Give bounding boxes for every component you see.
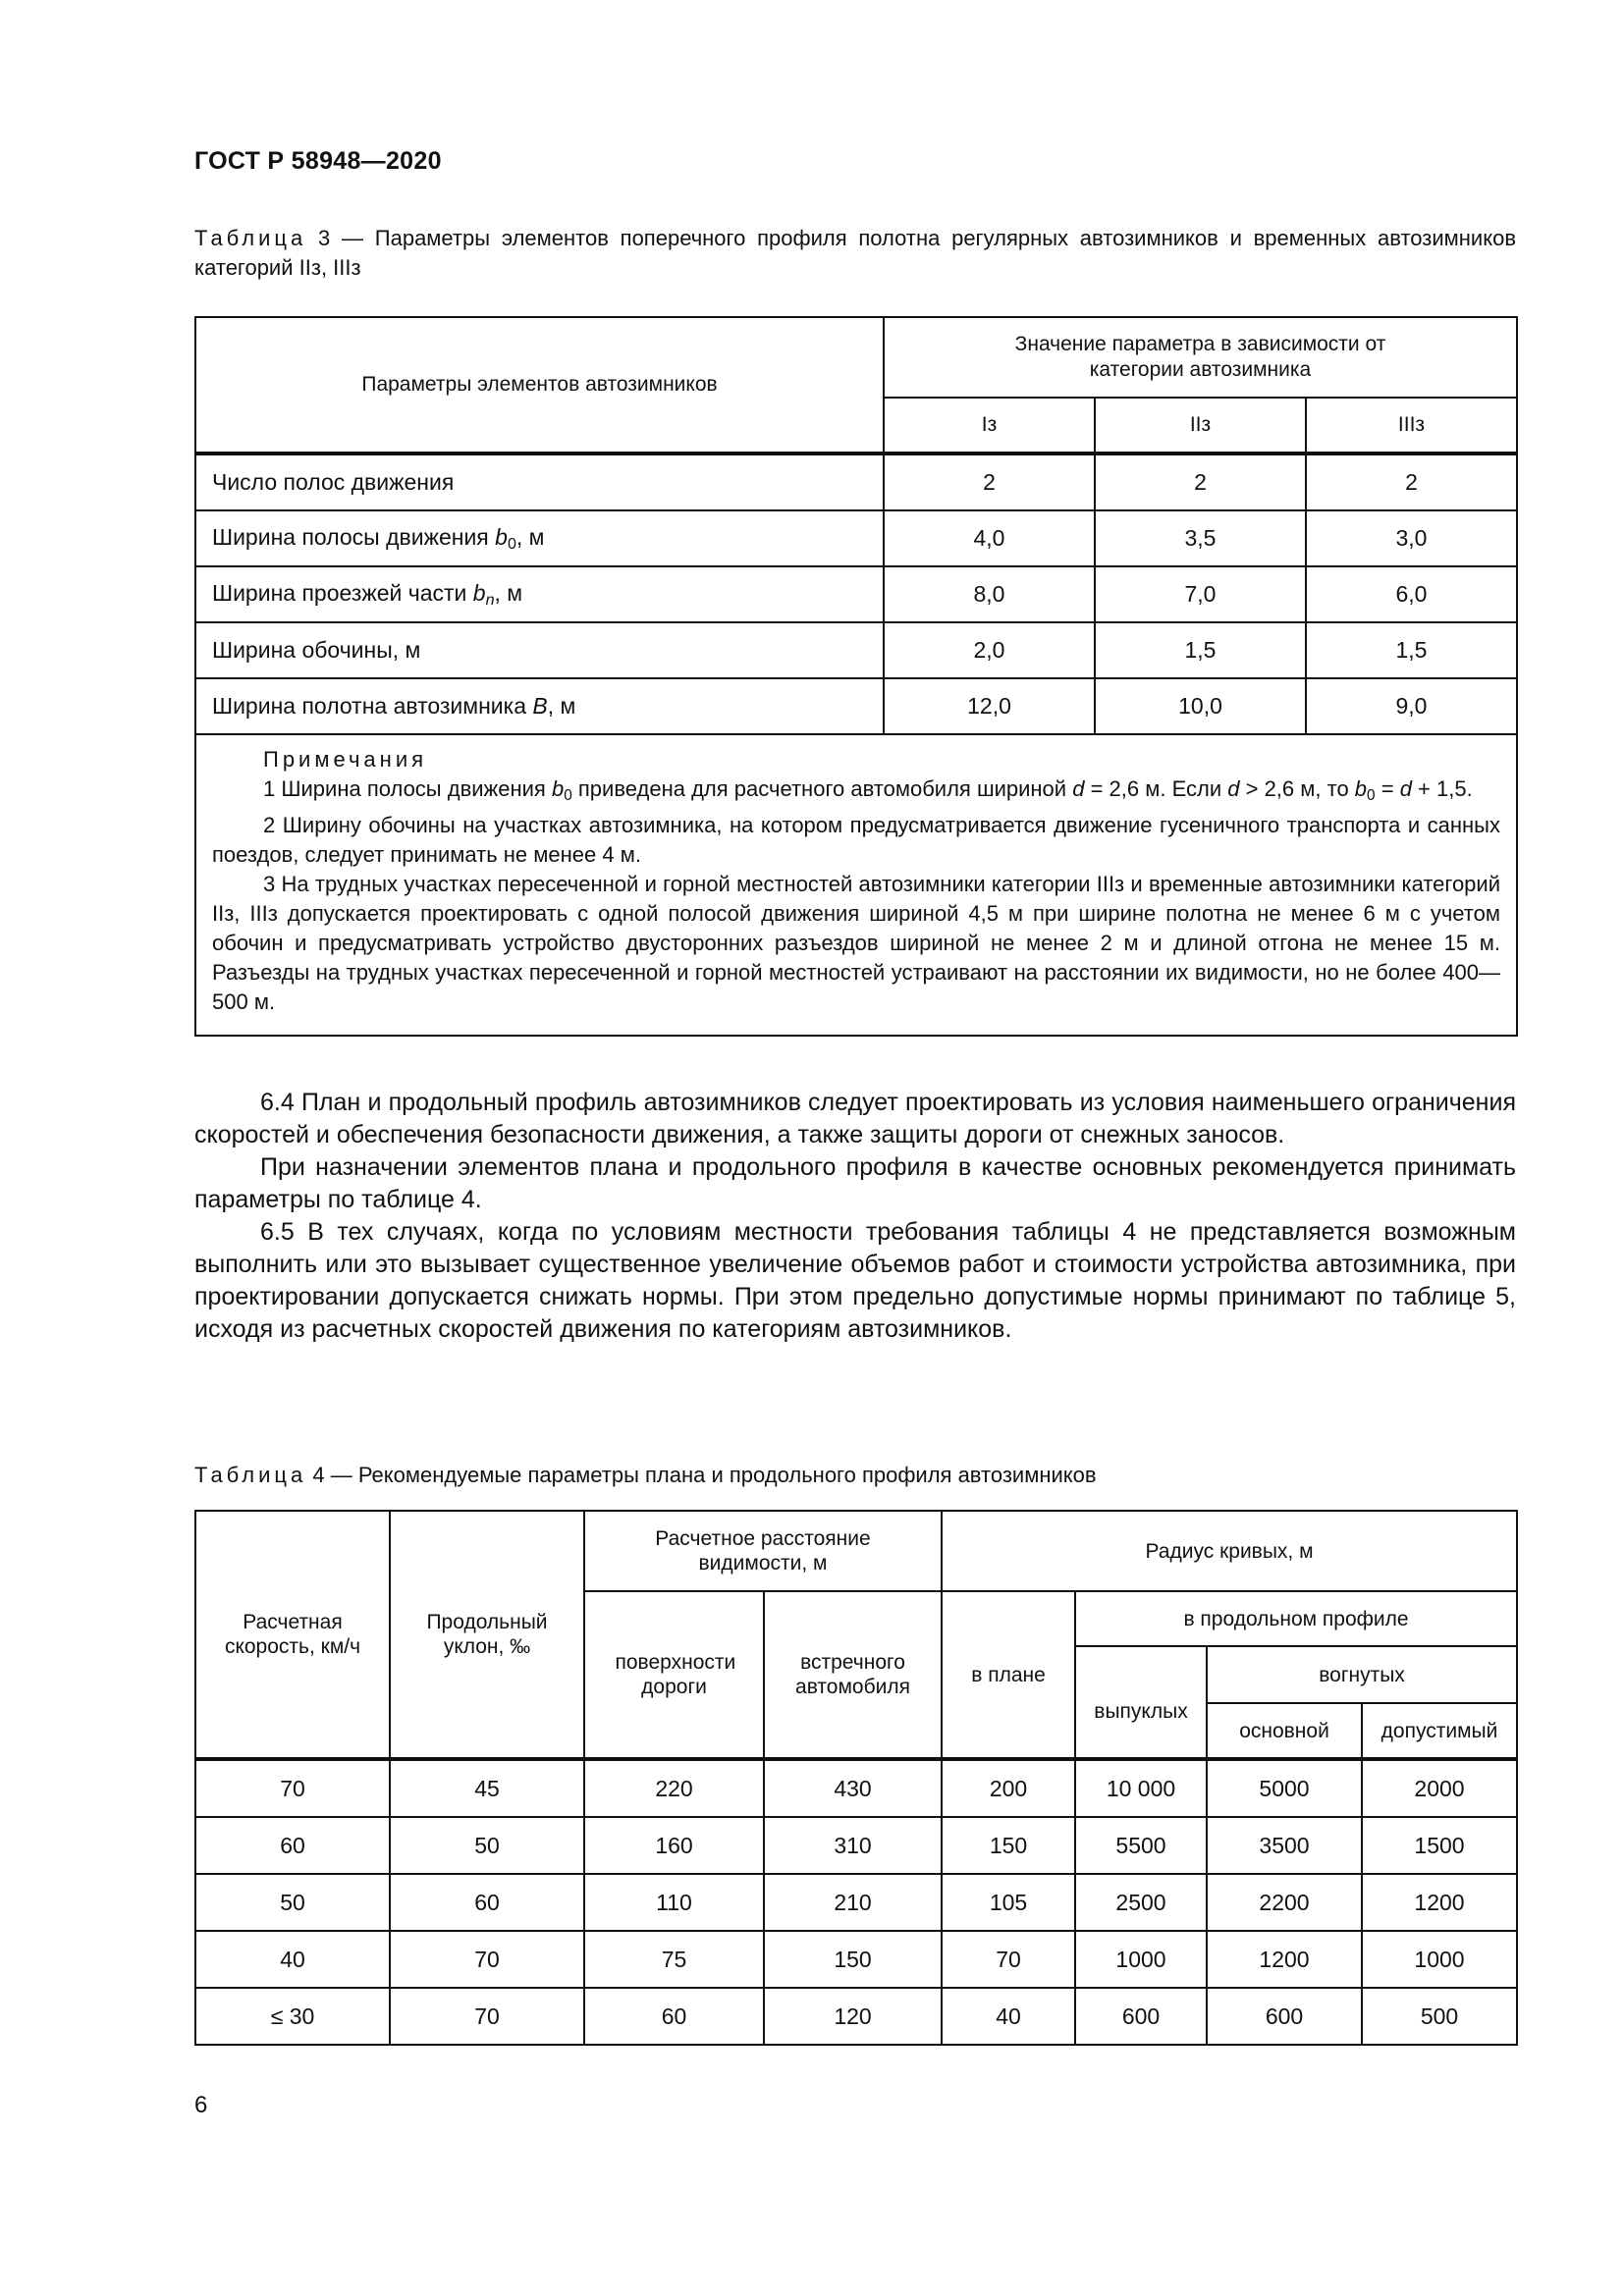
table3-cell: 12,0 xyxy=(884,678,1095,734)
body-text xyxy=(194,1087,1516,1346)
table4-cell: 2000 xyxy=(1362,1759,1517,1817)
param-name-text: Ширина полотна автозимника xyxy=(212,693,533,719)
table4-header-convex: выпуклых xyxy=(1075,1646,1207,1759)
paragraph-6-4: 6.4 План и продольный профиль автозимников следует проектировать из условия наименьшего ограничения скоростей и обеспечения безопасности движения, а также защиты дороги от снежных заносов. xyxy=(194,1089,1516,1148)
table4-cell: 150 xyxy=(942,1817,1075,1874)
table-row xyxy=(195,1874,1517,1931)
table4-cell: 50 xyxy=(390,1817,584,1874)
table3-category-header: IIз xyxy=(1095,398,1306,454)
table4-cell: 2500 xyxy=(1075,1874,1207,1931)
table3-cell: 9,0 xyxy=(1306,678,1517,734)
note-text: = 2,6 м. Если xyxy=(1084,776,1228,801)
table4-header-longitudinal: в продольном профиле xyxy=(1075,1591,1517,1646)
note-variable: b xyxy=(1354,776,1368,801)
table4 xyxy=(194,1510,1518,2046)
table3-cell: 10,0 xyxy=(1095,678,1306,734)
table4-cell: 1000 xyxy=(1075,1931,1207,1988)
table4-cell: 75 xyxy=(584,1931,764,1988)
table3-param-name: Ширина обочины, м xyxy=(195,622,884,678)
note-1 xyxy=(212,774,1500,811)
param-name-text: Ширина полосы движения xyxy=(212,523,496,550)
note-variable: d xyxy=(1072,776,1085,801)
param-unit: , м xyxy=(547,693,576,719)
table4-cell: 3500 xyxy=(1207,1817,1362,1874)
paragraph-6-5: 6.5 В тех случаях, когда по условиям местности требования таблицы 4 не представляется возможным выполнить или это вызывает существенное увеличение объемов работ и стоимости устройства автозимника, при проектировании допускается снижать нормы. При этом предельно допустимые нормы принимают по таблице 5, исходя из расчетных скоростей движения по категориям автозимников. xyxy=(194,1218,1516,1343)
note-3: 3 На трудных участках пересеченной и горной местностей автозимники категории IIIз и временные автозимники категорий IIз, IIIз допускается проектировать с одной полосой движения шириной 4,5 м при ширине полотна не менее 6 м с учетом обочин и предусматривать устройство двусторонних разъездов шириной не менее 2 м и длиной отгона не менее 15 м. Разъезды на трудных участках пересеченной и горной местностей устраивают на расстоянии их видимости, но не более 400—500 м. xyxy=(212,872,1500,1014)
table4-cell: 60 xyxy=(390,1874,584,1931)
table4-cell: 200 xyxy=(942,1759,1075,1817)
header-text: Продольный уклон, ‰ xyxy=(426,1611,548,1658)
table3-value-header xyxy=(884,317,1517,398)
table4-cell: 5000 xyxy=(1207,1759,1362,1817)
table-row xyxy=(195,622,1517,678)
table4-cell: 70 xyxy=(390,1988,584,2045)
note-text: 1 Ширина полосы движения xyxy=(263,776,552,801)
param-variable: b xyxy=(495,523,508,550)
note-subscript: 0 xyxy=(1367,787,1376,804)
table3-cell: 2 xyxy=(1095,454,1306,510)
note-text: + 1,5. xyxy=(1411,776,1473,801)
table4-cell: 1200 xyxy=(1362,1874,1517,1931)
table4-cell: 600 xyxy=(1075,1988,1207,2045)
table3-category-header: IIIз xyxy=(1306,398,1517,454)
header-text: Расчетная скорость, км/ч xyxy=(224,1611,361,1658)
table3-category-header: Iз xyxy=(884,398,1095,454)
table4-cell: 45 xyxy=(390,1759,584,1817)
table4-cell: 220 xyxy=(584,1759,764,1817)
table4-cell: 110 xyxy=(584,1874,764,1931)
header-text: встречного автомобиля xyxy=(795,1651,910,1698)
table-row xyxy=(195,510,1517,566)
table-row xyxy=(195,454,1517,510)
table4-cell: 430 xyxy=(764,1759,942,1817)
table3-cell: 1,5 xyxy=(1306,622,1517,678)
table4-cell: 1500 xyxy=(1362,1817,1517,1874)
table4-cell: 60 xyxy=(195,1817,390,1874)
table3-param-name xyxy=(195,566,884,622)
note-text: приведена для расчетного автомобиля шириной xyxy=(571,776,1073,801)
table3-cell: 3,0 xyxy=(1306,510,1517,566)
table4-cell: 70 xyxy=(942,1931,1075,1988)
table4-cell: 1200 xyxy=(1207,1931,1362,1988)
table3-cell: 4,0 xyxy=(884,510,1095,566)
table3-param-header: Параметры элементов автозимников xyxy=(195,317,884,454)
table4-cell: 600 xyxy=(1207,1988,1362,2045)
header-text: поверхности дороги xyxy=(615,1651,736,1698)
table4-cell: 160 xyxy=(584,1817,764,1874)
table3-cell: 2 xyxy=(1306,454,1517,510)
table4-cell: 310 xyxy=(764,1817,942,1874)
note-text: > 2,6 м, то xyxy=(1239,776,1355,801)
table4-cell: 10 000 xyxy=(1075,1759,1207,1817)
param-variable: b xyxy=(472,579,486,606)
note-2: 2 Ширину обочины на участках автозимника, на котором предусматривается движение гусеничного транспорта и санных поездов, следует принимать не менее 4 м. xyxy=(212,813,1500,867)
table4-cell: 40 xyxy=(195,1931,390,1988)
table4-header-concave: вогнутых xyxy=(1207,1646,1517,1703)
table3-cell: 7,0 xyxy=(1095,566,1306,622)
notes-title: Примечания xyxy=(263,747,428,772)
table3-caption xyxy=(194,224,1516,283)
table3-cell: 2 xyxy=(884,454,1095,510)
param-subscript: n xyxy=(485,590,495,609)
table4-cell: 500 xyxy=(1362,1988,1517,2045)
note-variable: d xyxy=(1399,776,1412,801)
param-unit: , м xyxy=(494,579,523,606)
table4-cell: 70 xyxy=(390,1931,584,1988)
paragraph: При назначении элементов плана и продольного профиля в качестве основных рекомендуется принимать параметры по таблице 4. xyxy=(194,1153,1516,1213)
table4-header-radius: Радиус кривых, м xyxy=(942,1511,1517,1591)
table3-cell: 2,0 xyxy=(884,622,1095,678)
table3-param-name: Число полос движения xyxy=(195,454,884,510)
table4-cell: 120 xyxy=(764,1988,942,2045)
table-row xyxy=(195,1988,1517,2045)
table4-cell: 105 xyxy=(942,1874,1075,1931)
table-row xyxy=(195,566,1517,622)
table-row xyxy=(195,678,1517,734)
table4-header-permissible: допустимый xyxy=(1362,1703,1517,1759)
table4-header-speed xyxy=(195,1511,390,1759)
table3-param-name xyxy=(195,678,884,734)
note-subscript: 0 xyxy=(564,787,572,804)
table3-cell: 8,0 xyxy=(884,566,1095,622)
table4-cell: ≤ 30 xyxy=(195,1988,390,2045)
param-unit: , м xyxy=(515,523,545,550)
table4-cell: 5500 xyxy=(1075,1817,1207,1874)
table3-cell: 1,5 xyxy=(1095,622,1306,678)
note-variable: b xyxy=(551,776,565,801)
table3-notes xyxy=(195,734,1517,1036)
table3-caption-label: Таблица xyxy=(194,226,307,250)
document-header: ГОСТ Р 58948—2020 xyxy=(194,147,442,175)
table4-header-oncoming xyxy=(764,1591,942,1759)
table4-cell: 60 xyxy=(584,1988,764,2045)
table3-cell: 3,5 xyxy=(1095,510,1306,566)
table4-cell: 50 xyxy=(195,1874,390,1931)
table4-header-visibility xyxy=(584,1511,942,1591)
table3 xyxy=(194,316,1518,1037)
table4-header-slope xyxy=(390,1511,584,1759)
table4-caption xyxy=(194,1461,1516,1490)
table3-param-name xyxy=(195,510,884,566)
note-variable: d xyxy=(1227,776,1240,801)
table4-caption-label: Таблица xyxy=(194,1463,307,1487)
table-row xyxy=(195,1759,1517,1817)
table4-cell: 2200 xyxy=(1207,1874,1362,1931)
table3-value-header-text: Значение параметра в зависимости от категории автозимника xyxy=(1014,333,1386,381)
table4-cell: 210 xyxy=(764,1874,942,1931)
table3-cell: 6,0 xyxy=(1306,566,1517,622)
table4-header-main: основной xyxy=(1207,1703,1362,1759)
header-text: Расчетное расстояние видимости, м xyxy=(655,1527,871,1575)
table3-notes-row xyxy=(195,734,1517,1036)
table-row xyxy=(195,1931,1517,1988)
note-text: = xyxy=(1375,776,1400,801)
table4-header-plan: в плане xyxy=(942,1591,1075,1759)
table4-header-surface xyxy=(584,1591,764,1759)
table-row xyxy=(195,1817,1517,1874)
page-number: 6 xyxy=(194,2092,208,2118)
param-name-text: Ширина проезжей части xyxy=(212,579,473,606)
table4-cell: 40 xyxy=(942,1988,1075,2045)
table3-caption-text: 3 — Параметры элементов поперечного профиля полотна регулярных автозимников и временных автозимников категорий IIз, IIIз xyxy=(194,226,1516,280)
param-subscript: 0 xyxy=(507,534,516,553)
table4-cell: 70 xyxy=(195,1759,390,1817)
table4-caption-text: 4 — Рекомендуемые параметры плана и продольного профиля автозимников xyxy=(306,1463,1097,1487)
table4-cell: 1000 xyxy=(1362,1931,1517,1988)
table4-cell: 150 xyxy=(764,1931,942,1988)
param-variable: B xyxy=(532,693,548,719)
